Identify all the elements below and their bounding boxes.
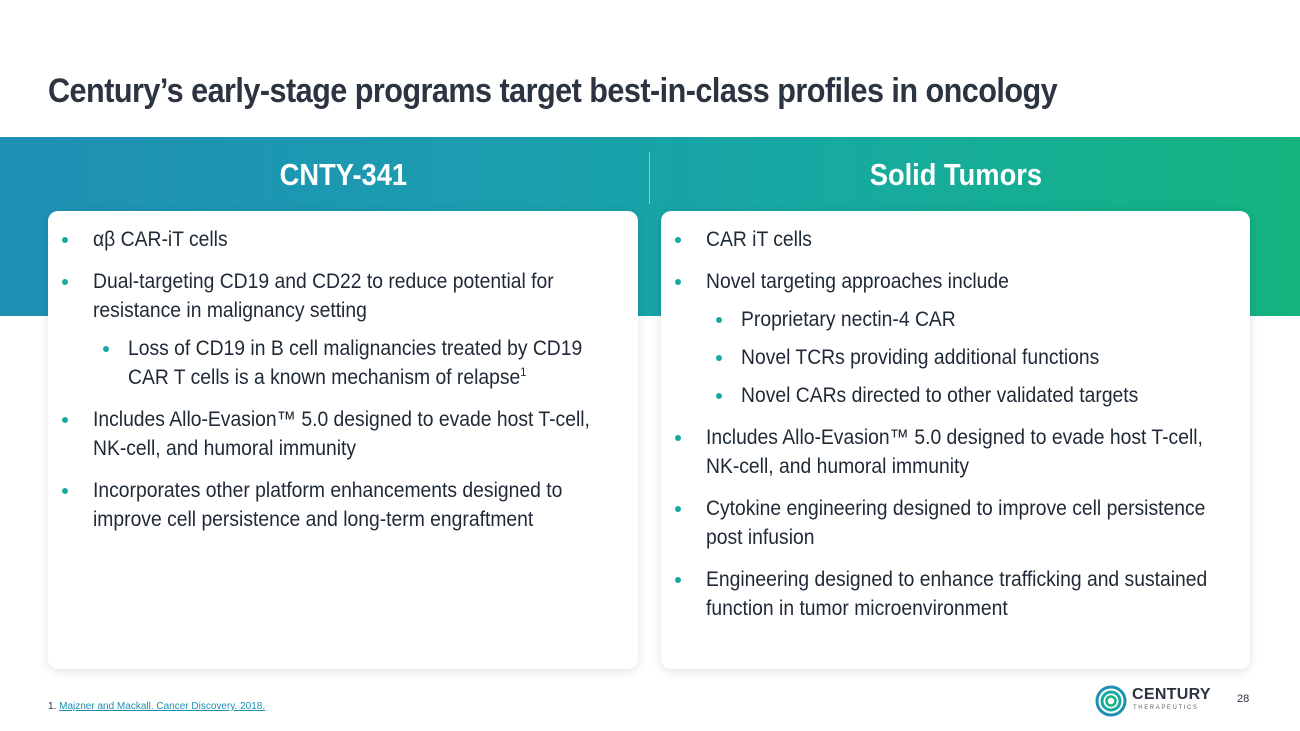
bullet-text bbox=[93, 405, 608, 463]
bullet-dot-icon bbox=[675, 279, 681, 285]
footnote-number: 1. bbox=[48, 701, 57, 712]
bullet-text-content: αβ CAR-iT cells bbox=[93, 228, 228, 251]
bullet-text-content: Includes Allo-Evasion™ 5.0 designed to evade host T-cell, NK-cell, and humoral immunity bbox=[706, 426, 1203, 478]
bullet-dot-icon bbox=[62, 417, 68, 423]
bullet-text-content: Includes Allo-Evasion™ 5.0 designed to evade host T-cell, NK-cell, and humoral immunity bbox=[93, 408, 590, 460]
bullet-text-content: Cytokine engineering designed to improve cell persistence post infusion bbox=[706, 497, 1206, 549]
solid-tumors-card bbox=[661, 211, 1250, 669]
bullet-text bbox=[741, 305, 1210, 334]
logo-wordmark: CENTURY bbox=[1132, 686, 1211, 703]
bullet-item bbox=[48, 225, 638, 254]
bullet-text bbox=[93, 267, 608, 325]
column-header-label: CNTY-341 bbox=[279, 157, 407, 192]
bullet-text bbox=[93, 476, 608, 534]
bullet-text bbox=[741, 381, 1210, 410]
bullet-item bbox=[661, 423, 1250, 481]
slide-title: Century’s early-stage programs target best-in-class profiles in oncology bbox=[48, 72, 1058, 110]
bullet-dot-icon bbox=[716, 393, 722, 399]
bullet-item bbox=[661, 494, 1250, 552]
bullet-dot-icon bbox=[716, 355, 722, 361]
bullet-dot-icon bbox=[62, 279, 68, 285]
century-logo-icon bbox=[1094, 684, 1128, 718]
bullet-text bbox=[741, 343, 1210, 372]
bullet-text-content: Loss of CD19 in B cell malignancies treated by CD19 CAR T cells is a known mechanism of relapse bbox=[128, 337, 583, 389]
bullet-item bbox=[48, 476, 638, 534]
bullet-dot-icon bbox=[62, 237, 68, 243]
logo-subtitle: THERAPEUTICS bbox=[1133, 705, 1199, 711]
bullet-text-content: Novel TCRs providing additional functions bbox=[741, 346, 1100, 369]
bullet-dot-icon bbox=[675, 435, 681, 441]
bullet-text-content: Novel targeting approaches include bbox=[706, 270, 1009, 293]
column-header-cnty-341 bbox=[48, 157, 638, 197]
bullet-text bbox=[706, 494, 1221, 552]
bullet-text-content: Incorporates other platform enhancements designed to improve cell persistence and long-term engraftment bbox=[93, 479, 563, 531]
bullet-item bbox=[48, 405, 638, 463]
bullet-text-content: CAR iT cells bbox=[706, 228, 812, 251]
bullet-item bbox=[661, 267, 1250, 296]
cnty-341-card bbox=[48, 211, 638, 669]
footnote-reference: 1 bbox=[520, 365, 527, 379]
sub-bullet-item bbox=[661, 305, 1250, 334]
sub-bullet-item bbox=[661, 381, 1250, 410]
footnote bbox=[48, 701, 265, 712]
footnote-link[interactable]: Majzner and Mackall. Cancer Discovery. 2018. bbox=[59, 701, 266, 712]
bullet-text bbox=[93, 225, 608, 254]
bullet-dot-icon bbox=[675, 237, 681, 243]
century-logo bbox=[1094, 684, 1220, 718]
bullet-dot-icon bbox=[62, 488, 68, 494]
column-header-solid-tumors bbox=[661, 157, 1250, 197]
bullet-item bbox=[48, 267, 638, 325]
column-header-label: Solid Tumors bbox=[869, 157, 1042, 192]
bullet-text-content: Dual-targeting CD19 and CD22 to reduce potential for resistance in malignancy setting bbox=[93, 270, 554, 322]
bullet-text bbox=[706, 225, 1221, 254]
bullet-text-content: Engineering designed to enhance trafficking and sustained function in tumor microenvironment bbox=[706, 568, 1208, 620]
bullet-list bbox=[661, 225, 1250, 636]
bullet-list bbox=[48, 225, 638, 547]
bullet-dot-icon bbox=[675, 577, 681, 583]
sub-bullet-item bbox=[48, 334, 638, 392]
sub-bullet-item bbox=[661, 343, 1250, 372]
column-divider bbox=[649, 152, 650, 204]
bullet-text bbox=[128, 334, 597, 392]
bullet-dot-icon bbox=[675, 506, 681, 512]
page-number: 28 bbox=[1237, 693, 1250, 705]
bullet-dot-icon bbox=[103, 346, 109, 352]
bullet-text bbox=[706, 267, 1221, 296]
bullet-text bbox=[706, 423, 1221, 481]
bullet-text bbox=[706, 565, 1221, 623]
bullet-text-content: Novel CARs directed to other validated targets bbox=[741, 384, 1139, 407]
bullet-dot-icon bbox=[716, 317, 722, 323]
bullet-item bbox=[661, 225, 1250, 254]
bullet-text-content: Proprietary nectin-4 CAR bbox=[741, 308, 956, 331]
bullet-item bbox=[661, 565, 1250, 623]
